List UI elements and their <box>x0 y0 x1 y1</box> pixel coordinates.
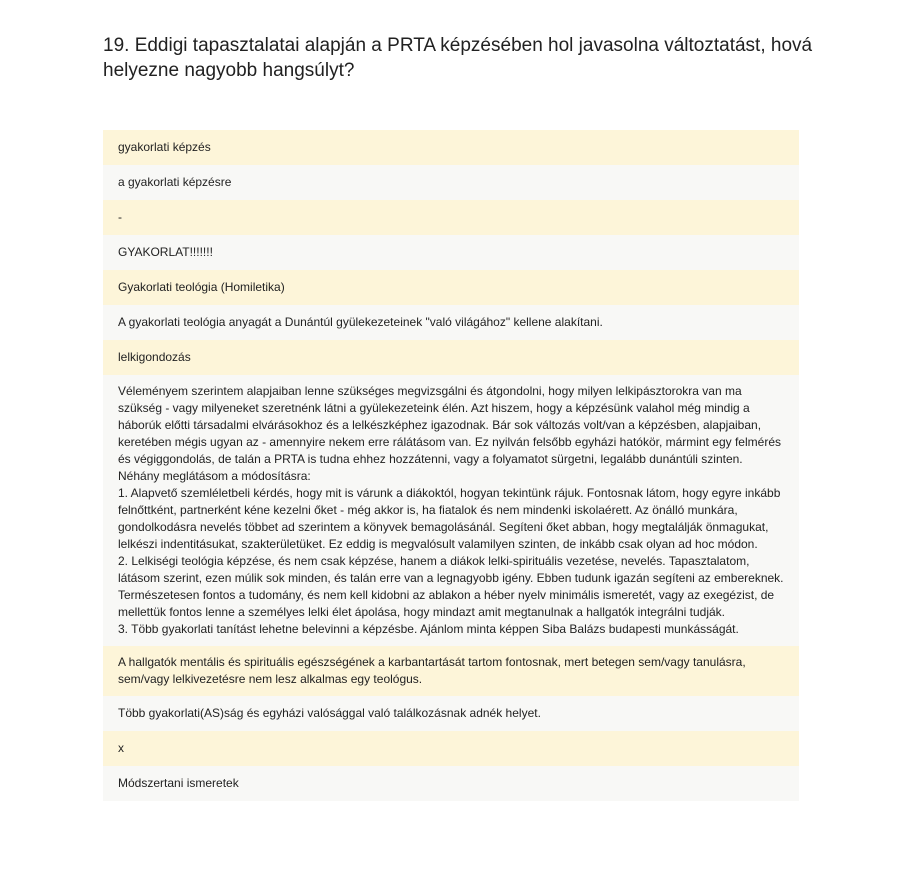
answer-row: A gyakorlati teológia anyagát a Dunántúl gyülekezeteinek "való világához" kellene alakítani. <box>103 305 799 340</box>
question-title: 19. Eddigi tapasztalatai alapján a PRTA képzésében hol javasolna változtatást, hová helyezne nagyobb hangsúlyt? <box>103 35 813 81</box>
answer-row: Véleményem szerintem alapjaiban lenne szükséges megvizsgálni és átgondolni, hogy milyen lelkipásztorokra van ma szükség - vagy milyeneket szeretnénk látni a gyülekezeteink élén. Azt hiszem, hogy a képzésünk valahol még mindig a háborúk előtti társadalmi elvárásokhoz és a lelkészképhez igazodnak. Bár sok változás volt/van a képzésben, alapjaiban, keretében mégis ugyan az - amennyire nekem erre rálátásom van. Ez nyilván felsőbb egyházi hatókör, mármint egy felmérés és végiggondolás, de talán a PRTA is tudna ehhez hozzátenni, vagy a folyamatot sürgetni, legalább dunántúli szinten. Néhány meglátásom a módosításra: 1. Alapvető szemléletbeli kérdés, hogy mit is várunk a diákoktól, hogyan tekintünk rájuk. Fontosnak látom, hogy egyre inkább felnőttként, partnerként kéne kezelni őket - még akkor is, ha fiatalok és nem mindenki iskolaérett. Az önálló munkára, gondolkodásra nevelés többet ad szerintem a könyvek bemagolásánál. Segíteni őket abban, hogy megtalálják önmagukat, lelkészi indentitásukat, szakterületüket. Ez eddig is megvalósult valamilyen szinten, de inkább csak olyan ad hoc módon. 2. Lelkiségi teológia képzése, és nem csak képzése, hanem a diákok lelki-spirituális vezetése, nevelés. Tapasztalatom, látásom szerint, ezen múlik sok minden, és talán erre van a legnagyobb igény. Ebben tudunk igazán segíteni az embereknek. Természetesen fontos a tudomány, és nem kell kidobni az ablakon a héber nyelv minimális ismeretét, vagy az exegézist, de mellettük fontos lenne a személyes lelki élet ápolása, hogy mindazt amit megtanulnak a hallgatók integrálni tudják. 3. Több gyakorlati tanítást lehetne belevinni a képzésbe. Ajánlom minta képpen Siba Balázs budapesti munkásságát. <box>103 375 799 646</box>
answer-list <box>103 130 799 801</box>
answer-row: gyakorlati képzés <box>103 130 799 165</box>
answer-row: GYAKORLAT!!!!!!! <box>103 235 799 270</box>
answer-row: lelkigondozás <box>103 340 799 375</box>
answer-row: x <box>103 731 799 766</box>
answer-row: Módszertani ismeretek <box>103 766 799 801</box>
answer-row: a gyakorlati képzésre <box>103 165 799 200</box>
answer-row: A hallgatók mentális és spirituális egészségének a karbantartását tartom fontosnak, mert betegen sem/vagy tanulásra, sem/vagy lelkivezetésre nem lesz alkalmas egy teológus. <box>103 646 799 696</box>
answer-row: Gyakorlati teológia (Homiletika) <box>103 270 799 305</box>
answer-row: Több gyakorlati(AS)ság és egyházi valósággal való találkozásnak adnék helyet. <box>103 696 799 731</box>
answer-row: - <box>103 200 799 235</box>
